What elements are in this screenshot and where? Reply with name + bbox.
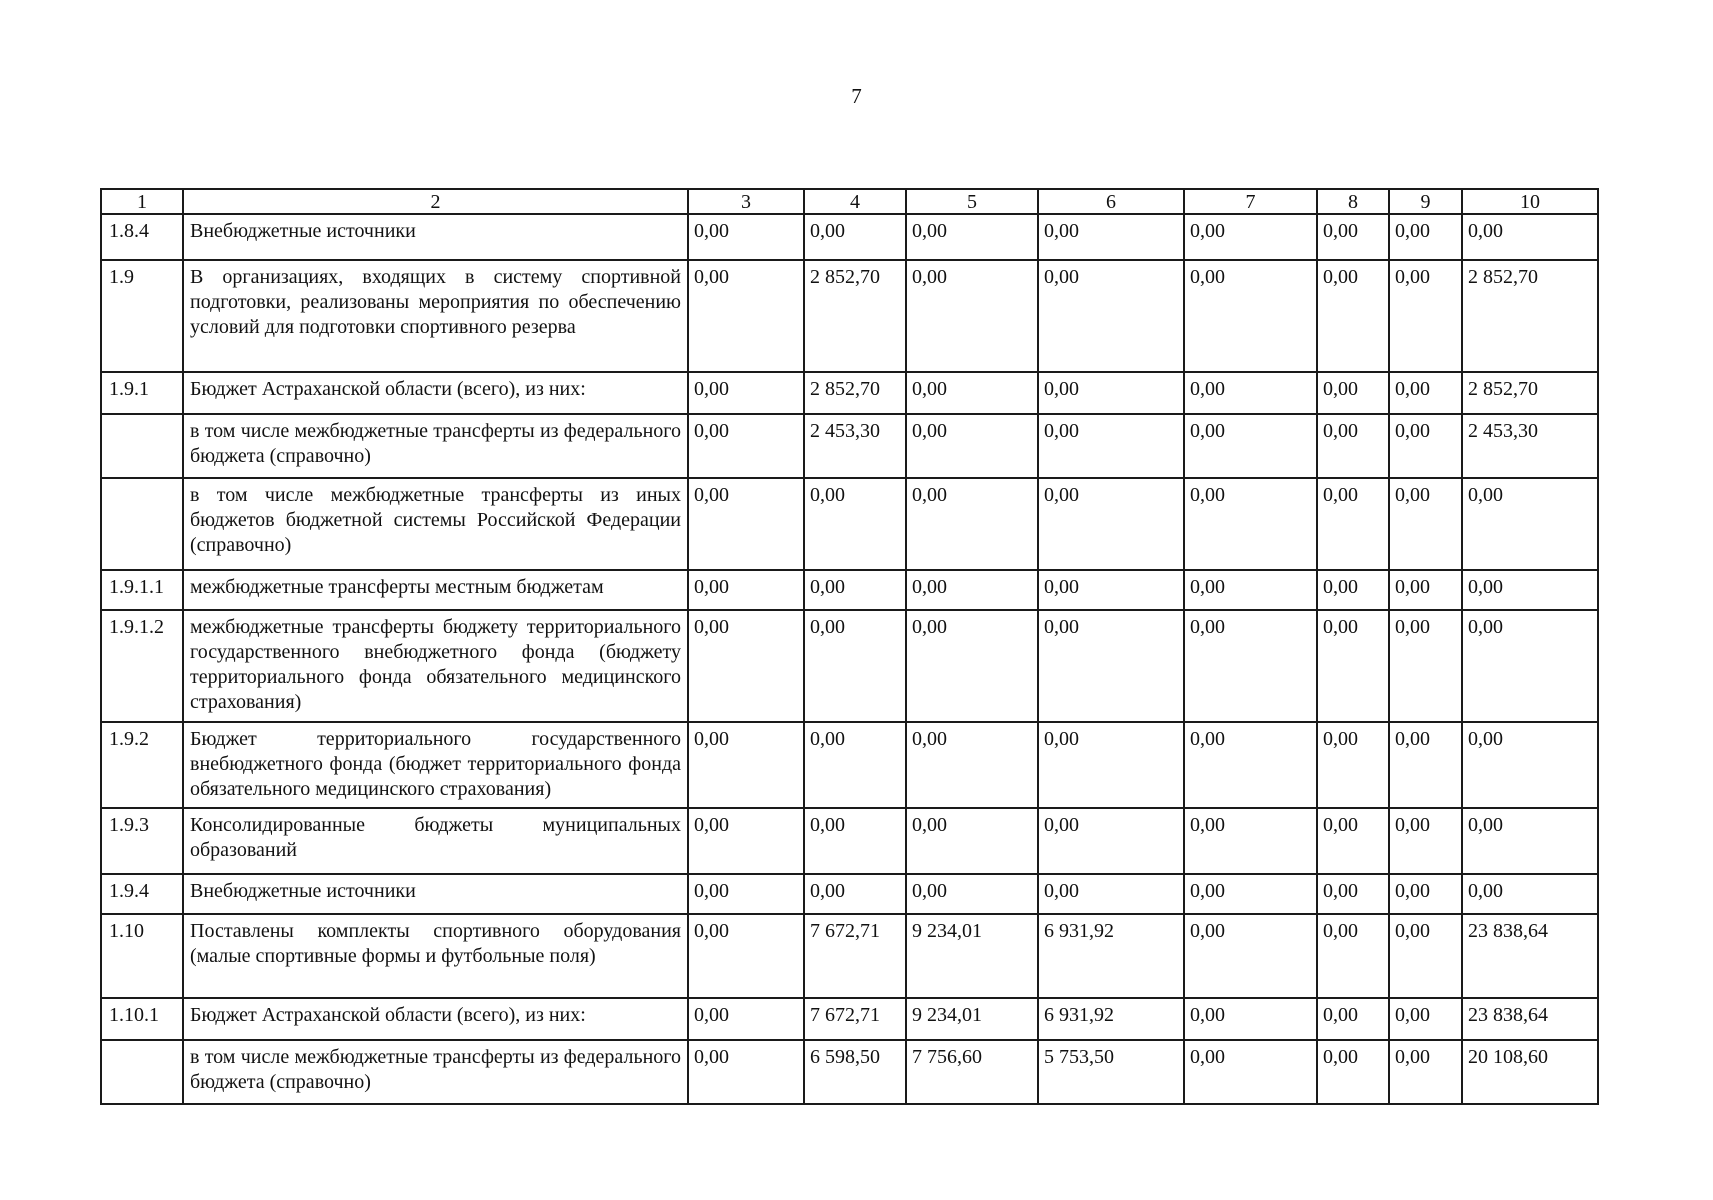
table-row <box>101 414 1598 478</box>
value-cell-col-3: 0,00 <box>688 610 804 722</box>
value-cell-col-8: 0,00 <box>1317 874 1389 914</box>
column-number-header-row <box>101 189 1598 214</box>
column-number-header: 8 <box>1317 189 1389 214</box>
table-row <box>101 372 1598 414</box>
value-cell-col-7: 0,00 <box>1184 874 1317 914</box>
value-cell-col-5: 0,00 <box>906 722 1038 808</box>
value-cell-col-5: 0,00 <box>906 874 1038 914</box>
value-cell-col-7: 0,00 <box>1184 214 1317 260</box>
table-row <box>101 914 1598 998</box>
value-cell-col-6: 0,00 <box>1038 214 1184 260</box>
value-cell-col-4: 0,00 <box>804 722 906 808</box>
value-cell-col-5: 0,00 <box>906 214 1038 260</box>
value-cell-col-3: 0,00 <box>688 914 804 998</box>
row-description-cell: в том числе межбюджетные трансферты из федерального бюджета (справочно) <box>183 414 688 478</box>
value-cell-col-3: 0,00 <box>688 1040 804 1104</box>
column-number-header: 5 <box>906 189 1038 214</box>
value-cell-col-4: 7 672,71 <box>804 914 906 998</box>
row-description-cell: Бюджет Астраханской области (всего), из них: <box>183 998 688 1040</box>
row-code-cell <box>101 1040 183 1104</box>
value-cell-col-7: 0,00 <box>1184 1040 1317 1104</box>
value-cell-col-10: 0,00 <box>1462 610 1598 722</box>
row-description-cell: Консолидированные бюджеты муниципальных образований <box>183 808 688 874</box>
value-cell-col-9: 0,00 <box>1389 414 1462 478</box>
value-cell-col-6: 0,00 <box>1038 372 1184 414</box>
value-cell-col-7: 0,00 <box>1184 570 1317 610</box>
value-cell-col-8: 0,00 <box>1317 914 1389 998</box>
row-code-cell <box>101 414 183 478</box>
value-cell-col-8: 0,00 <box>1317 998 1389 1040</box>
value-cell-col-4: 0,00 <box>804 214 906 260</box>
column-number-header: 7 <box>1184 189 1317 214</box>
value-cell-col-3: 0,00 <box>688 808 804 874</box>
value-cell-col-9: 0,00 <box>1389 722 1462 808</box>
column-number-header: 2 <box>183 189 688 214</box>
table-row <box>101 998 1598 1040</box>
value-cell-col-7: 0,00 <box>1184 722 1317 808</box>
value-cell-col-9: 0,00 <box>1389 214 1462 260</box>
column-number-header: 1 <box>101 189 183 214</box>
value-cell-col-5: 0,00 <box>906 570 1038 610</box>
table-row <box>101 214 1598 260</box>
value-cell-col-9: 0,00 <box>1389 260 1462 372</box>
value-cell-col-6: 0,00 <box>1038 260 1184 372</box>
value-cell-col-5: 0,00 <box>906 260 1038 372</box>
row-code-cell: 1.10.1 <box>101 998 183 1040</box>
value-cell-col-7: 0,00 <box>1184 478 1317 570</box>
value-cell-col-9: 0,00 <box>1389 998 1462 1040</box>
table-row <box>101 874 1598 914</box>
value-cell-col-7: 0,00 <box>1184 372 1317 414</box>
value-cell-col-7: 0,00 <box>1184 914 1317 998</box>
row-description-cell: в том числе межбюджетные трансферты из федерального бюджета (справочно) <box>183 1040 688 1104</box>
value-cell-col-9: 0,00 <box>1389 874 1462 914</box>
value-cell-col-4: 0,00 <box>804 808 906 874</box>
value-cell-col-3: 0,00 <box>688 874 804 914</box>
value-cell-col-8: 0,00 <box>1317 214 1389 260</box>
value-cell-col-9: 0,00 <box>1389 1040 1462 1104</box>
value-cell-col-6: 6 931,92 <box>1038 914 1184 998</box>
row-code-cell: 1.9.2 <box>101 722 183 808</box>
value-cell-col-4: 7 672,71 <box>804 998 906 1040</box>
value-cell-col-3: 0,00 <box>688 570 804 610</box>
value-cell-col-3: 0,00 <box>688 998 804 1040</box>
value-cell-col-7: 0,00 <box>1184 998 1317 1040</box>
value-cell-col-10: 2 453,30 <box>1462 414 1598 478</box>
table-row <box>101 610 1598 722</box>
value-cell-col-8: 0,00 <box>1317 610 1389 722</box>
value-cell-col-6: 0,00 <box>1038 570 1184 610</box>
row-description-cell: межбюджетные трансферты бюджету территориального государственного внебюджетного фонда (бюджету территориального фонда обязательного медицинского страхования) <box>183 610 688 722</box>
value-cell-col-10: 20 108,60 <box>1462 1040 1598 1104</box>
table-row <box>101 722 1598 808</box>
table-row <box>101 260 1598 372</box>
value-cell-col-10: 0,00 <box>1462 478 1598 570</box>
value-cell-col-3: 0,00 <box>688 260 804 372</box>
column-number-header: 10 <box>1462 189 1598 214</box>
row-description-cell: Бюджет территориального государственного внебюджетного фонда (бюджет территориального фонда обязательного медицинского страхования) <box>183 722 688 808</box>
value-cell-col-5: 0,00 <box>906 610 1038 722</box>
row-code-cell: 1.8.4 <box>101 214 183 260</box>
value-cell-col-9: 0,00 <box>1389 372 1462 414</box>
row-code-cell: 1.9.1.2 <box>101 610 183 722</box>
row-code-cell: 1.10 <box>101 914 183 998</box>
value-cell-col-4: 0,00 <box>804 874 906 914</box>
value-cell-col-5: 0,00 <box>906 808 1038 874</box>
value-cell-col-6: 0,00 <box>1038 808 1184 874</box>
row-description-cell: Внебюджетные источники <box>183 214 688 260</box>
column-number-header: 3 <box>688 189 804 214</box>
value-cell-col-10: 0,00 <box>1462 874 1598 914</box>
value-cell-col-10: 0,00 <box>1462 722 1598 808</box>
table-row <box>101 808 1598 874</box>
value-cell-col-8: 0,00 <box>1317 1040 1389 1104</box>
column-number-header: 4 <box>804 189 906 214</box>
page-number: 7 <box>851 84 862 108</box>
value-cell-col-5: 0,00 <box>906 372 1038 414</box>
table-row <box>101 478 1598 570</box>
table-row <box>101 570 1598 610</box>
value-cell-col-4: 0,00 <box>804 570 906 610</box>
column-number-header: 6 <box>1038 189 1184 214</box>
value-cell-col-3: 0,00 <box>688 478 804 570</box>
row-description-cell: В организациях, входящих в систему спортивной подготовки, реализованы мероприятия по обеспечению условий для подготовки спортивного резерва <box>183 260 688 372</box>
value-cell-col-4: 2 852,70 <box>804 372 906 414</box>
row-description-cell: Поставлены комплекты спортивного оборудования (малые спортивные формы и футбольные поля) <box>183 914 688 998</box>
row-code-cell: 1.9 <box>101 260 183 372</box>
value-cell-col-4: 2 453,30 <box>804 414 906 478</box>
value-cell-col-6: 5 753,50 <box>1038 1040 1184 1104</box>
value-cell-col-3: 0,00 <box>688 722 804 808</box>
value-cell-col-10: 23 838,64 <box>1462 998 1598 1040</box>
value-cell-col-9: 0,00 <box>1389 610 1462 722</box>
row-code-cell: 1.9.1 <box>101 372 183 414</box>
value-cell-col-6: 0,00 <box>1038 414 1184 478</box>
value-cell-col-4: 2 852,70 <box>804 260 906 372</box>
value-cell-col-9: 0,00 <box>1389 914 1462 998</box>
value-cell-col-4: 6 598,50 <box>804 1040 906 1104</box>
value-cell-col-6: 0,00 <box>1038 478 1184 570</box>
value-cell-col-6: 0,00 <box>1038 874 1184 914</box>
row-description-cell: в том числе межбюджетные трансферты из иных бюджетов бюджетной системы Российской Федерации (справочно) <box>183 478 688 570</box>
value-cell-col-3: 0,00 <box>688 372 804 414</box>
value-cell-col-10: 23 838,64 <box>1462 914 1598 998</box>
value-cell-col-6: 0,00 <box>1038 610 1184 722</box>
row-description-cell: Бюджет Астраханской области (всего), из них: <box>183 372 688 414</box>
budget-table <box>100 188 1599 1105</box>
value-cell-col-9: 0,00 <box>1389 478 1462 570</box>
value-cell-col-10: 0,00 <box>1462 570 1598 610</box>
value-cell-col-10: 0,00 <box>1462 808 1598 874</box>
value-cell-col-6: 0,00 <box>1038 722 1184 808</box>
value-cell-col-8: 0,00 <box>1317 570 1389 610</box>
row-code-cell: 1.9.1.1 <box>101 570 183 610</box>
value-cell-col-5: 7 756,60 <box>906 1040 1038 1104</box>
value-cell-col-4: 0,00 <box>804 478 906 570</box>
value-cell-col-7: 0,00 <box>1184 260 1317 372</box>
value-cell-col-7: 0,00 <box>1184 808 1317 874</box>
value-cell-col-10: 2 852,70 <box>1462 260 1598 372</box>
value-cell-col-8: 0,00 <box>1317 372 1389 414</box>
value-cell-col-9: 0,00 <box>1389 570 1462 610</box>
value-cell-col-10: 0,00 <box>1462 214 1598 260</box>
column-number-header: 9 <box>1389 189 1462 214</box>
value-cell-col-6: 6 931,92 <box>1038 998 1184 1040</box>
value-cell-col-5: 9 234,01 <box>906 998 1038 1040</box>
value-cell-col-8: 0,00 <box>1317 722 1389 808</box>
value-cell-col-4: 0,00 <box>804 610 906 722</box>
value-cell-col-5: 9 234,01 <box>906 914 1038 998</box>
value-cell-col-7: 0,00 <box>1184 610 1317 722</box>
row-code-cell: 1.9.3 <box>101 808 183 874</box>
value-cell-col-8: 0,00 <box>1317 260 1389 372</box>
table-row <box>101 1040 1598 1104</box>
row-description-cell: Внебюджетные источники <box>183 874 688 914</box>
row-description-cell: межбюджетные трансферты местным бюджетам <box>183 570 688 610</box>
value-cell-col-5: 0,00 <box>906 478 1038 570</box>
value-cell-col-10: 2 852,70 <box>1462 372 1598 414</box>
value-cell-col-9: 0,00 <box>1389 808 1462 874</box>
value-cell-col-3: 0,00 <box>688 414 804 478</box>
row-code-cell: 1.9.4 <box>101 874 183 914</box>
value-cell-col-5: 0,00 <box>906 414 1038 478</box>
value-cell-col-8: 0,00 <box>1317 414 1389 478</box>
value-cell-col-3: 0,00 <box>688 214 804 260</box>
value-cell-col-8: 0,00 <box>1317 808 1389 874</box>
value-cell-col-8: 0,00 <box>1317 478 1389 570</box>
row-code-cell <box>101 478 183 570</box>
value-cell-col-7: 0,00 <box>1184 414 1317 478</box>
